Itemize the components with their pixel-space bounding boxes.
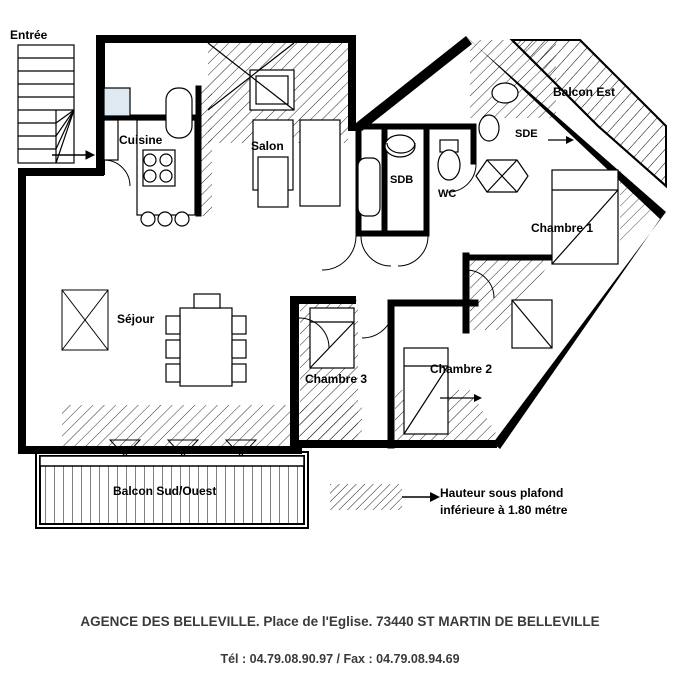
bed-chambre-2 (404, 348, 448, 434)
chambre-1-label: Chambre 1 (531, 221, 594, 235)
balcon-sud-ouest-label: Balcon Sud/Ouest (113, 484, 217, 498)
staircase (18, 45, 74, 163)
legend-line-2: inférieure à 1.80 métre (440, 503, 568, 517)
bed-chambre-1 (552, 170, 618, 264)
chambre-3-label: Chambre 3 (305, 372, 368, 386)
agency-footer: AGENCE DES BELLEVILLE. Place de l'Eglise. 73440 ST MARTIN DE BELLEVILLE (80, 614, 600, 629)
chambre-2-label: Chambre 2 (430, 362, 493, 376)
legend-line-1: Hauteur sous plafond (440, 486, 564, 500)
bed-chambre-3 (310, 308, 354, 368)
sejour-label: Séjour (117, 312, 155, 326)
sde-arrow (548, 136, 574, 144)
cuisine-label: Cuisine (119, 133, 163, 147)
sde-label: SDE (515, 128, 538, 140)
contact-footer: Tél : 04.79.08.90.97 / Fax : 04.79.08.94.69 (220, 652, 460, 666)
sejour-table (166, 294, 246, 386)
kitchen-fixtures (104, 88, 195, 226)
wc-fixtures (438, 140, 460, 180)
salon-label: Salon (251, 139, 284, 153)
balcon-est-label: Balcon Est (553, 85, 616, 99)
entree-label: Entrée (10, 28, 48, 42)
closet-east (512, 300, 552, 348)
windows (22, 200, 108, 360)
legend-hatch-swatch (330, 484, 440, 510)
sdb-label: SDB (390, 174, 414, 186)
wc-label: WC (438, 188, 457, 200)
